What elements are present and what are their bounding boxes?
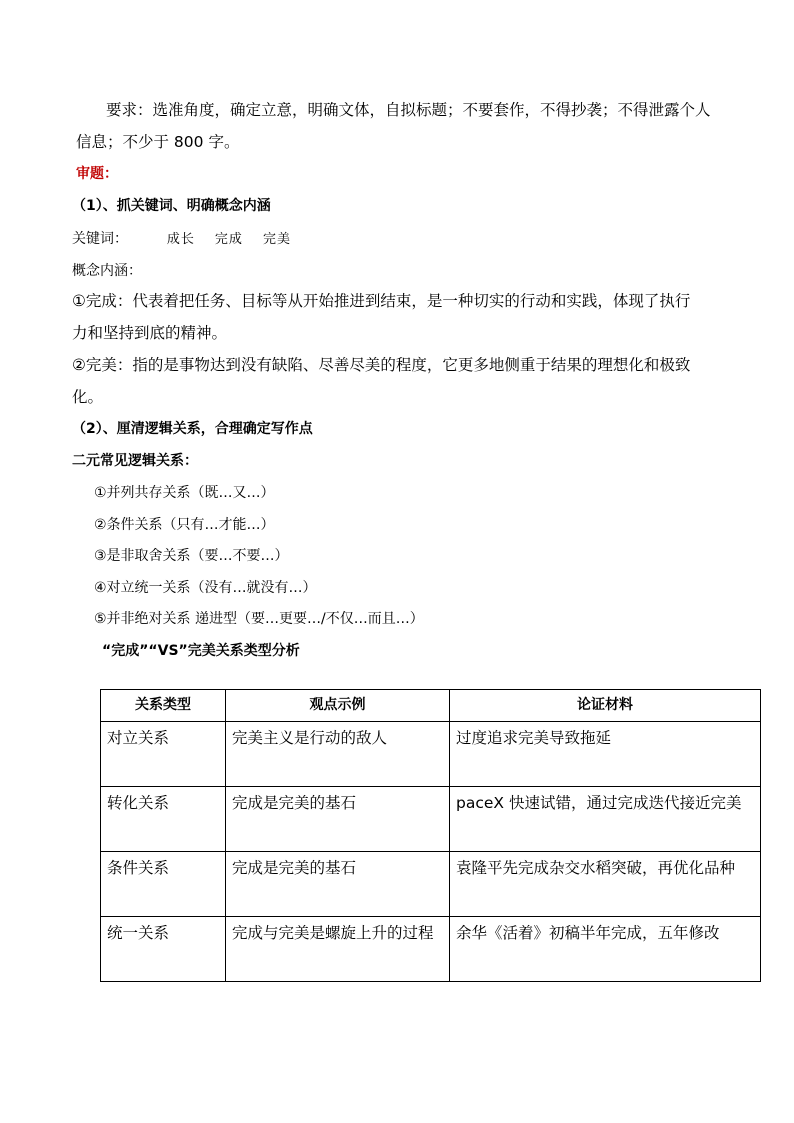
table-row (101, 852, 761, 917)
cell-viewpoint: 完美主义是行动的敌人 (226, 722, 450, 787)
cell-relation-type: 转化关系 (101, 787, 226, 852)
cell-material: 袁隆平先完成杂交水稻突破，再优化品种 (450, 852, 761, 917)
definition-1-line-1: ①完成：代表着把任务、目标等从开始推进到结束，是一种切实的行动和实践，体现了执行 (72, 292, 691, 310)
table-header-row (101, 690, 761, 722)
requirement-line-2: 信息；不少于 800 字。 (76, 133, 240, 151)
keyword-1: 成长 (166, 232, 195, 247)
keyword-2: 完成 (214, 232, 243, 247)
relation-item-1: ①并列共存关系（既…又…） (94, 485, 275, 501)
relation-item-4: ④对立统一关系（没有…就没有…） (94, 580, 317, 596)
cell-material: 过度追求完美导致拖延 (450, 722, 761, 787)
cell-relation-type: 统一关系 (101, 917, 226, 982)
cell-viewpoint: 完成是完美的基石 (226, 787, 450, 852)
cell-relation-type: 对立关系 (101, 722, 226, 787)
relation-item-5: ⑤并非绝对关系 递进型（要…更要…/不仅…而且…） (94, 611, 424, 627)
relation-item-3: ③是非取舍关系（要…不要…） (94, 548, 289, 564)
definition-2-line-1: ②完美：指的是事物达到没有缺陷、尽善尽美的程度，它更多地侧重于结果的理想化和极致 (72, 356, 691, 374)
logic-label: 二元常见逻辑关系： (72, 453, 198, 469)
cell-viewpoint: 完成与完美是螺旋上升的过程 (226, 917, 450, 982)
table-row (101, 917, 761, 982)
requirement-line-1: 要求：选准角度，确定立意，明确文体，自拟标题；不要套作，不得抄袭；不得泄露个人 (106, 101, 711, 119)
cell-viewpoint: 完成是完美的基石 (226, 852, 450, 917)
header-viewpoint-example: 观点示例 (226, 690, 450, 722)
table-row (101, 787, 761, 852)
cell-relation-type: 条件关系 (101, 852, 226, 917)
table-row (101, 722, 761, 787)
cell-material: paceX 快速试错，通过完成迭代接近完美 (450, 787, 761, 852)
keywords-row (72, 230, 291, 249)
concept-label: 概念内涵： (72, 263, 142, 279)
section2-heading: （2）、厘清逻辑关系，合理确定写作点 (72, 421, 313, 437)
cell-material: 余华《活着》初稿半年完成，五年修改 (450, 917, 761, 982)
definition-2-line-2: 化。 (72, 388, 104, 406)
table-caption: “完成”“VS”完美关系类型分析 (102, 643, 300, 659)
section1-heading: （1）、抓关键词、明确概念内涵 (72, 198, 271, 214)
header-relation-type: 关系类型 (101, 690, 226, 722)
keywords-label: 关键词： (72, 231, 128, 247)
definition-1-line-2: 力和坚持到底的精神。 (72, 324, 228, 342)
header-argument-material: 论证材料 (450, 690, 761, 722)
keyword-3: 完美 (262, 232, 291, 247)
analysis-heading: 审题： (76, 166, 118, 182)
relation-item-2: ②条件关系（只有…才能…） (94, 517, 275, 533)
relation-table (100, 689, 761, 982)
